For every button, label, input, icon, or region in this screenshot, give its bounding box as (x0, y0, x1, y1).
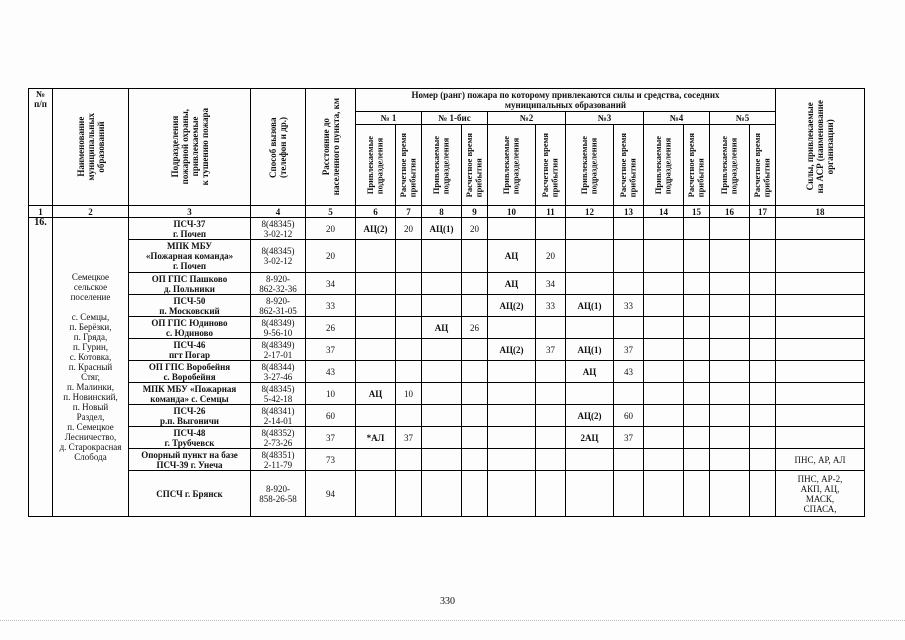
unit-name: Опорный пункт на базе ПСЧ-39 г. Унеча (129, 449, 251, 471)
rank4-units (644, 273, 684, 295)
rank5-units (710, 339, 750, 361)
rank5-units (710, 427, 750, 449)
unit-name: ОП ГПС Юдиново с. Юдиново (129, 317, 251, 339)
rank3-units (566, 218, 614, 240)
call-phone: 8(48345) 3-02-12 (251, 218, 306, 240)
rank3-units: АЦ(1) (566, 295, 614, 317)
rank3-time: 33 (614, 295, 644, 317)
rank2-units (488, 383, 536, 405)
rank1-time (396, 361, 422, 383)
rank1-time: 20 (396, 218, 422, 240)
rank1-time: 37 (396, 427, 422, 449)
table-row (29, 449, 865, 471)
rank3-units (566, 240, 614, 273)
rank5-units (710, 405, 750, 427)
table-row (29, 427, 865, 449)
sub-time: Расчетное время прибытия (536, 125, 566, 206)
call-phone: 8(48352) 2-73-26 (251, 427, 306, 449)
rank2-units (488, 427, 536, 449)
rank1bis-units: АЦ(1) (422, 218, 462, 240)
rank5-units (710, 383, 750, 405)
rank1-time (396, 273, 422, 295)
rank3-time (614, 449, 644, 471)
rank3-time (614, 471, 644, 517)
rank2-units (488, 471, 536, 517)
rank-4: №4 (644, 112, 710, 125)
rank5-time (750, 361, 776, 383)
rank2-time: 33 (536, 295, 566, 317)
rank4-units (644, 449, 684, 471)
rank3-time (614, 317, 644, 339)
rank1bis-time (462, 361, 488, 383)
distance-value: 43 (306, 361, 356, 383)
rank3-units: АЦ(1) (566, 339, 614, 361)
rank2-units (488, 361, 536, 383)
rank1bis-units (422, 449, 462, 471)
rank-1: № 1 (356, 112, 422, 125)
rank1-units (356, 339, 396, 361)
rank3-units (566, 273, 614, 295)
col-num: 2 (53, 206, 129, 218)
rank5-time (750, 383, 776, 405)
rank5-units (710, 273, 750, 295)
rank3-time (614, 383, 644, 405)
distance-value: 10 (306, 383, 356, 405)
rank4-time (684, 273, 710, 295)
sub-units: Привлекаемые подразделения (644, 125, 684, 206)
rank3-time: 60 (614, 405, 644, 427)
call-phone: 8(48345) 3-02-12 (251, 240, 306, 273)
rank1bis-units (422, 240, 462, 273)
unit-name: ПСЧ-46 пгт Погар (129, 339, 251, 361)
rank1-units (356, 405, 396, 427)
rank4-units (644, 240, 684, 273)
rank2-units: АЦ(2) (488, 339, 536, 361)
rank3-units: 2АЦ (566, 427, 614, 449)
rank2-units: АЦ(2) (488, 295, 536, 317)
rank2-time (536, 317, 566, 339)
rank1-units: АЦ(2) (356, 218, 396, 240)
asr-forces (776, 361, 865, 383)
rank3-time: 37 (614, 339, 644, 361)
rank5-time (750, 471, 776, 517)
rank5-time (750, 240, 776, 273)
col-num: 1 (29, 206, 53, 218)
rank3-time: 37 (614, 427, 644, 449)
call-phone: 8-920- 862-32-36 (251, 273, 306, 295)
rank1-time (396, 405, 422, 427)
settlement-name: Семецкое сельское поселение (70, 272, 111, 302)
asr-forces: ПНС, АР, АЛ (776, 449, 865, 471)
rank1-time: 10 (396, 383, 422, 405)
rank1-time (396, 449, 422, 471)
call-phone: 8(48344) 3-27-46 (251, 361, 306, 383)
rank2-time: 20 (536, 240, 566, 273)
distance-value: 94 (306, 471, 356, 517)
sub-units: Привлекаемые подразделения (422, 125, 462, 206)
rank3-units (566, 317, 614, 339)
rank2-time (536, 449, 566, 471)
rank1bis-time (462, 383, 488, 405)
header-group: Номер (ранг) пожара по которому привлекаются силы и средства, соседних муниципальных образований (356, 89, 776, 112)
rank2-units (488, 317, 536, 339)
sub-time: Расчетное время прибытия (684, 125, 710, 206)
rank3-time (614, 218, 644, 240)
rank2-units (488, 218, 536, 240)
col-num: 13 (614, 206, 644, 218)
table-row (29, 317, 865, 339)
rank1-time (396, 471, 422, 517)
call-phone: 8(48341) 2-14-01 (251, 405, 306, 427)
unit-name: МПК МБУ «Пожарная команда» г. Почеп (129, 240, 251, 273)
rank5-time (750, 339, 776, 361)
rank3-units (566, 449, 614, 471)
col-num: 18 (776, 206, 865, 218)
rank1bis-units (422, 273, 462, 295)
rank4-time (684, 471, 710, 517)
rank4-units (644, 361, 684, 383)
distance-value: 33 (306, 295, 356, 317)
header-number: № п/п (29, 89, 53, 206)
rank1-units (356, 273, 396, 295)
table-body (29, 218, 865, 517)
col-num: 8 (422, 206, 462, 218)
rank1bis-time (462, 471, 488, 517)
table-row (29, 295, 865, 317)
rank1bis-time (462, 295, 488, 317)
footer-divider (0, 620, 905, 627)
distance-value: 60 (306, 405, 356, 427)
col-num: 17 (750, 206, 776, 218)
rank3-time (614, 273, 644, 295)
rank5-units (710, 449, 750, 471)
rank1bis-time (462, 427, 488, 449)
page-number: 330 (440, 596, 455, 607)
rank1bis-time (462, 449, 488, 471)
asr-forces (776, 295, 865, 317)
rank4-time (684, 317, 710, 339)
rank2-time (536, 218, 566, 240)
sub-units: Привлекаемые подразделения (710, 125, 750, 206)
table-row (29, 240, 865, 273)
unit-name: ПСЧ-50 п. Московский (129, 295, 251, 317)
rank3-units: АЦ(2) (566, 405, 614, 427)
rank1bis-time (462, 273, 488, 295)
call-phone: 8(48349) 9-56-10 (251, 317, 306, 339)
table-row (29, 273, 865, 295)
distance-value: 26 (306, 317, 356, 339)
rank2-units: АЦ (488, 273, 536, 295)
rank5-units (710, 471, 750, 517)
rank1-units (356, 449, 396, 471)
rank3-time: 43 (614, 361, 644, 383)
rank1-units (356, 240, 396, 273)
sub-units: Привлекаемые подразделения (566, 125, 614, 206)
col-num: 4 (251, 206, 306, 218)
sub-time: Расчетное время прибытия (396, 125, 422, 206)
rank3-time (614, 240, 644, 273)
rank5-time (750, 218, 776, 240)
call-phone: 8(48349) 2-17-01 (251, 339, 306, 361)
rank1bis-units (422, 361, 462, 383)
sub-units: Привлекаемые подразделения (356, 125, 396, 206)
asr-forces (776, 240, 865, 273)
rank4-units (644, 218, 684, 240)
rank5-time (750, 295, 776, 317)
rank4-time (684, 218, 710, 240)
rank1-units: АЦ (356, 383, 396, 405)
rank1bis-units (422, 295, 462, 317)
rank3-units (566, 383, 614, 405)
col-num: 14 (644, 206, 684, 218)
rank2-time (536, 427, 566, 449)
rank1-time (396, 317, 422, 339)
rank4-time (684, 405, 710, 427)
sub-time: Расчетное время прибытия (750, 125, 776, 206)
rank2-time (536, 405, 566, 427)
call-phone: 8-920- 858-26-58 (251, 471, 306, 517)
table-row (29, 383, 865, 405)
rank1-time (396, 339, 422, 361)
unit-name: СПСЧ г. Брянск (129, 471, 251, 517)
col-num: 11 (536, 206, 566, 218)
asr-forces (776, 218, 865, 240)
settlement-list: с. Семцы, п. Берёзки, п. Гряда, п. Гурин, с. Котовка, п. Красный Стяг, п. Малинки, п. Новинский, п. Новый Раздел, п. Семецкое Лесничество, д. Старокрасная Слобода (59, 312, 122, 462)
col-num: 12 (566, 206, 614, 218)
header-call-method: Способ вызова (телефон и др.) (251, 89, 306, 206)
asr-forces (776, 383, 865, 405)
asr-forces (776, 317, 865, 339)
header-units: Подразделения пожарной охраны, привлекаемые к тушению пожара (129, 89, 251, 206)
rank-1bis: № 1-бис (422, 112, 488, 125)
distance-value: 73 (306, 449, 356, 471)
rank4-units (644, 383, 684, 405)
rank5-time (750, 449, 776, 471)
rank4-units (644, 295, 684, 317)
col-num: 6 (356, 206, 396, 218)
rank2-units (488, 405, 536, 427)
rank2-units (488, 449, 536, 471)
settlement-cell (53, 218, 129, 517)
rank1bis-units (422, 427, 462, 449)
table-row (29, 218, 865, 240)
rank-5: №5 (710, 112, 776, 125)
rank1bis-units (422, 339, 462, 361)
distance-value: 37 (306, 339, 356, 361)
call-phone: 8-920- 862-31-05 (251, 295, 306, 317)
rank1bis-time (462, 405, 488, 427)
row-number: 16. (29, 218, 53, 517)
table-row (29, 361, 865, 383)
rank1bis-units (422, 471, 462, 517)
rank1bis-units: АЦ (422, 317, 462, 339)
rank4-time (684, 361, 710, 383)
rank1-time (396, 240, 422, 273)
asr-forces (776, 339, 865, 361)
rank4-time (684, 383, 710, 405)
unit-name: ПСЧ-26 р.п. Выгоничи (129, 405, 251, 427)
header-asr-forces: Силы, привлекаемые на АСР (наименование организации) (776, 89, 865, 206)
col-num: 15 (684, 206, 710, 218)
rank1bis-time (462, 339, 488, 361)
rank4-units (644, 317, 684, 339)
rank3-units (566, 471, 614, 517)
rank4-units (644, 427, 684, 449)
rank4-time (684, 240, 710, 273)
distance-value: 20 (306, 240, 356, 273)
rank1-time (396, 295, 422, 317)
col-num: 9 (462, 206, 488, 218)
rank2-units: АЦ (488, 240, 536, 273)
rank5-units (710, 218, 750, 240)
rank5-units (710, 361, 750, 383)
rank5-time (750, 317, 776, 339)
col-num: 5 (306, 206, 356, 218)
call-phone: 8(48345) 5-42-18 (251, 383, 306, 405)
rank1bis-units (422, 405, 462, 427)
rank4-time (684, 427, 710, 449)
header-municipality: Наименование муниципальных образований (53, 89, 129, 206)
rank1bis-units (422, 383, 462, 405)
rank-3: №3 (566, 112, 644, 125)
rank1-units (356, 361, 396, 383)
sub-units: Привлекаемые подразделения (488, 125, 536, 206)
rank2-time: 37 (536, 339, 566, 361)
distance-value: 37 (306, 427, 356, 449)
unit-name: МПК МБУ «Пожарная команда» с. Семцы (129, 383, 251, 405)
header-distance: Расстояние до населенного пункта, км (306, 89, 356, 206)
asr-forces (776, 273, 865, 295)
asr-forces (776, 405, 865, 427)
rank1bis-time: 26 (462, 317, 488, 339)
rank2-time (536, 383, 566, 405)
unit-name: ПСЧ-48 г. Трубчевск (129, 427, 251, 449)
col-num: 16 (710, 206, 750, 218)
rank1-units: *АЛ (356, 427, 396, 449)
rank5-time (750, 273, 776, 295)
rank1bis-time: 20 (462, 218, 488, 240)
rank4-units (644, 405, 684, 427)
rank2-time (536, 361, 566, 383)
fire-forces-table (28, 88, 865, 517)
distance-value: 34 (306, 273, 356, 295)
sub-time: Расчетное время прибытия (614, 125, 644, 206)
rank5-units (710, 295, 750, 317)
rank4-units (644, 339, 684, 361)
rank1-units (356, 471, 396, 517)
col-num: 3 (129, 206, 251, 218)
rank4-time (684, 449, 710, 471)
rank4-time (684, 295, 710, 317)
distance-value: 20 (306, 218, 356, 240)
table-row (29, 339, 865, 361)
unit-name: ОП ГПС Воробейня с. Воробейня (129, 361, 251, 383)
table-row (29, 471, 865, 517)
unit-name: ОП ГПС Пашково д. Польники (129, 273, 251, 295)
call-phone: 8(48351) 2-11-79 (251, 449, 306, 471)
rank4-units (644, 471, 684, 517)
col-num: 10 (488, 206, 536, 218)
rank5-time (750, 427, 776, 449)
rank3-units: АЦ (566, 361, 614, 383)
table-row (29, 405, 865, 427)
rank1-units (356, 317, 396, 339)
asr-forces (776, 427, 865, 449)
col-num: 7 (396, 206, 422, 218)
rank2-time (536, 471, 566, 517)
rank5-units (710, 317, 750, 339)
rank-2: №2 (488, 112, 566, 125)
rank1-units (356, 295, 396, 317)
sub-time: Расчетное время прибытия (462, 125, 488, 206)
unit-name: ПСЧ-37 г. Почеп (129, 218, 251, 240)
rank5-time (750, 405, 776, 427)
asr-forces: ПНС, АР-2, АКП, АЦ, МАСК, СПАСА, (776, 471, 865, 517)
rank1bis-time (462, 240, 488, 273)
rank5-units (710, 240, 750, 273)
column-numbers-row (29, 206, 865, 218)
rank4-time (684, 339, 710, 361)
rank2-time: 34 (536, 273, 566, 295)
